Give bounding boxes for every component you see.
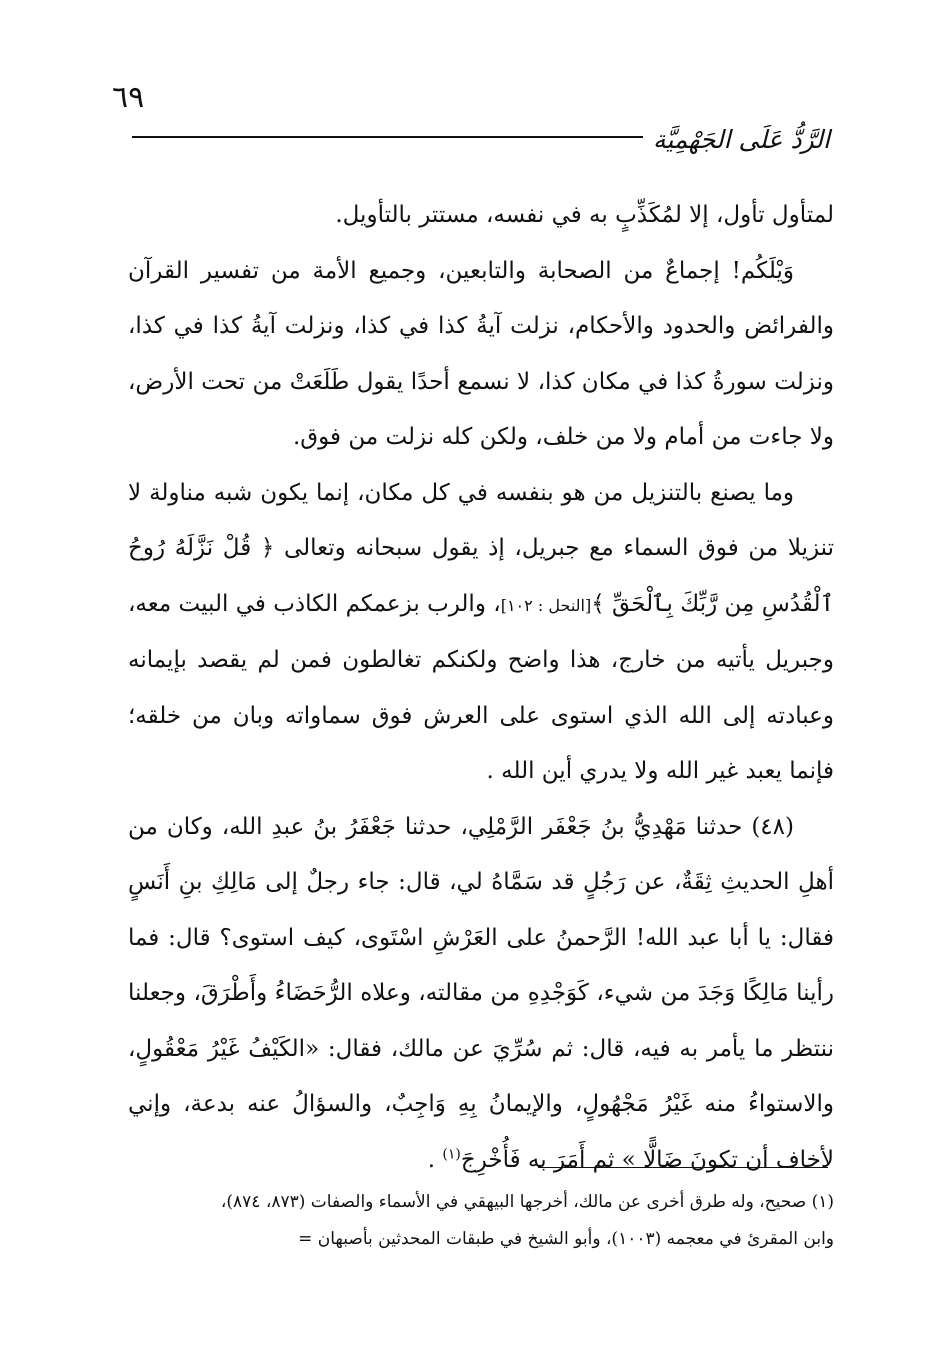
hadith-48-text: (٤٨) حدثنا مَهْدِيُّ بنُ جَعْفَر الرَّمْلِي، حدثنا جَعْفَرُ بنُ عبدِ الله، وكان من أهلِ الحديثِ ثِقَةٌ، عن رَجُلٍ قد سَمَّاهُ لي، قال: جاء رجلٌ إلى مَالِكِ بنِ أَنَسٍ فقال: يا أبا عبد الله! الرَّحمنُ على العَرْشِ اسْتَوى، كيف استوى؟ قال: فما رأينا مَالِكًا وَجَدَ من شيء، كَوَجْدِهِ من مقالته، وعلاه الرُّحَضَاءُ وأَطْرَقَ، وجعلنا ننتظر ما يأمر به فيه، قال: ثم سُرِّيَ عن مالك، فقال: «الكَيْفُ غَيْرُ مَعْقُولٍ، والاستواءُ منه غَيْرُ مَجْهُولٍ، والإيمانُ بِهِ وَاجِبٌ، والسؤالُ عنه بدعة، وإني لأخاف أن تكونَ ضَالًّا » ثم أَمَرَ به فَأُخْرِجَ [128,813,834,1173]
paragraph-4-end: . [427,1146,443,1173]
paragraph-3 [128,466,834,800]
paragraph-3-continuation: ، والرب بزعمكم الكاذب في البيت معه، وجبريل يأتيه من خارج، هذا واضح ولكنكم تغالطون فمن لم يقصد بإيمانه وعبادته إلى الله الذي استوى على العرش فوق سماواته وبان من خلقه؛ فإنما يعبد غير الله ولا يدري أين الله . [128,590,834,784]
main-text [128,188,834,1188]
footnote-line-2: وابن المقرئ في معجمه (١٠٠٣)، وأبو الشيخ في طبقات المحدثين بأصبهان = [298,1229,834,1249]
footnote-marker: (١) [442,1145,461,1162]
quran-verse: ﴿ قُلْ نَزَّلَهُ رُوحُ ٱلْقُدُسِ مِن رَّبِّكَ بِٱلْحَقِّ ﴾ [128,535,834,617]
running-header [132,116,830,164]
footnotes [128,1184,834,1258]
paragraph-2: وَيْلَكُم! إجماعٌ من الصحابة والتابعين، وجميع الأمة من تفسير القرآن والفرائض والحدود والأحكام، نزلت آيةُ كذا في كذا، ونزلت آيةُ كذا في كذا، ونزلت سورةُ كذا في مكان كذا، لا نسمع أحدًا يقول طَلَعَتْ من تحت الأرض، ولا جاءت من أمام ولا من خلف، ولكن كله نزلت من فوق. [128,257,834,450]
paragraph-4 [128,800,834,1189]
footnote-rule [538,1167,828,1168]
running-title: الرَّدُّ عَلَى الجَهْمِيَّة [643,122,830,158]
verse-reference: [النحل : ١٠٢] [500,595,592,615]
footnote-line-1: (١) صحيح، وله طرق أخرى عن مالك، أخرجها البيهقي في الأسماء والصفات (٨٧٣، ٨٧٤)، [220,1192,834,1212]
paragraph-3-text: وما يصنع بالتنزيل من هو بنفسه في كل مكان، إنما يكون شبه مناولة لا تنزيلا من فوق السماء مع جبريل، إذ يقول سبحانه وتعالى [128,479,834,561]
paragraph-1: لمتأول تأول، إلا لمُكَذِّبٍ به في نفسه، مستتر بالتأويل. [335,202,834,228]
page-number: ٦٩ [112,80,145,115]
